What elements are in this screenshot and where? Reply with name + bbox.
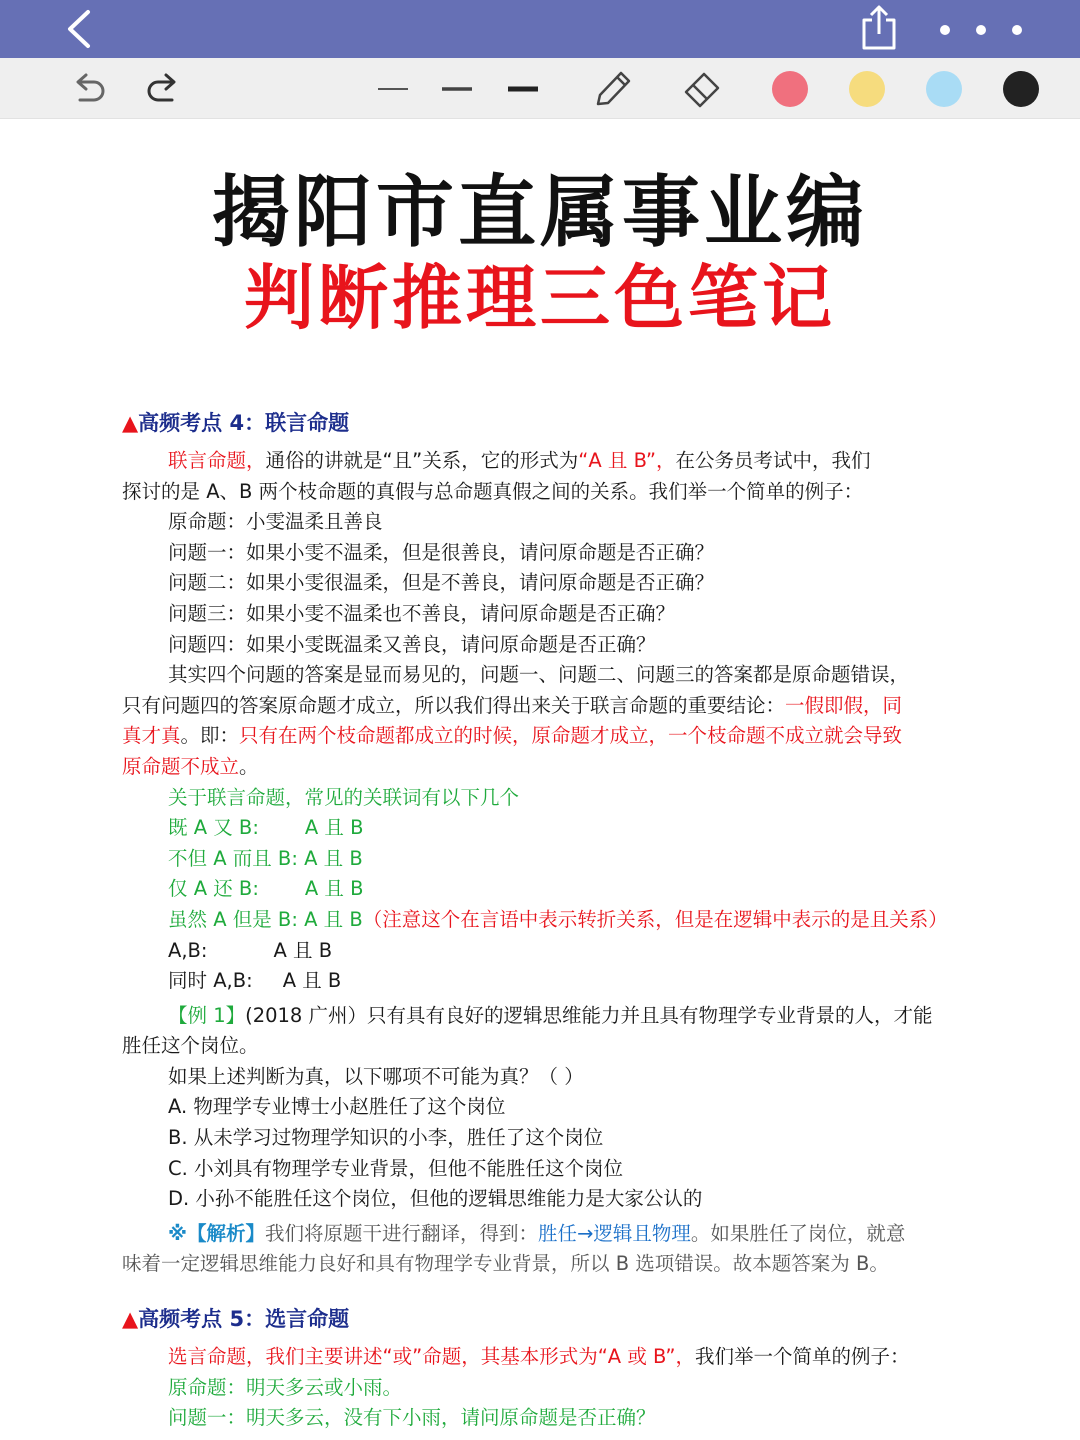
- example-1-cont: 胜任这个岗位。: [122, 1034, 259, 1058]
- conclusion-line-4: 原命题不成立。: [122, 754, 259, 778]
- more-icon[interactable]: [940, 18, 1030, 42]
- analysis-cont: 味着一定逻辑思维能力良好和具有物理学专业背景，所以 B 选项错误。故本题答案为 B。: [122, 1252, 889, 1276]
- black-color-swatch[interactable]: [1003, 71, 1039, 107]
- analysis: ※【解析】我们将原题干进行翻译，得到：胜任→逻辑且物理。如果胜任了岗位，就意: [168, 1221, 906, 1245]
- option-d: D. 小孙不能胜任这个岗位，但他的逻辑思维能力是大家公认的: [168, 1187, 703, 1211]
- back-arrow-icon[interactable]: [60, 8, 100, 50]
- connective-4: 虽然 A 但是 B: A 且 B（注意这个在言语中表示转折关系，但是在逻辑中表示的是且关系）: [168, 907, 948, 931]
- connective-1: 既 A 又 B: A 且 B: [168, 816, 364, 840]
- question-3: 问题三：如果小雯不温柔也不善良，请问原命题是否正确？: [168, 601, 676, 625]
- thin-line-icon[interactable]: [376, 68, 410, 108]
- conclusion-line-3: 真才真。即：只有在两个枝命题都成立的时候，原命题才成立，一个枝命题不成立就会导致: [122, 724, 903, 748]
- example-original: 原命题：明天多云或小雨。: [168, 1375, 403, 1399]
- question-2: 问题二：如果小雯很温柔，但是不善良，请问原命题是否正确？: [168, 571, 715, 595]
- conclusion-line-1: 其实四个问题的答案是显而易见的，问题一、问题二、问题三的答案都是原命题错误，: [168, 663, 910, 687]
- redo-icon[interactable]: [144, 68, 184, 108]
- undo-icon[interactable]: [68, 68, 108, 108]
- section-heading-5: [122, 1302, 974, 1336]
- paragraph-line: 探讨的是 A、B 两个枝命题的真假与总命题真假之间的关系。我们举一个简单的例子：: [122, 479, 864, 503]
- blue-color-swatch[interactable]: [926, 71, 962, 107]
- share-icon[interactable]: [858, 4, 900, 52]
- app-header: [0, 0, 1080, 58]
- document-body: [122, 406, 974, 1434]
- connectives-title: 关于联言命题，常见的关联词有以下几个: [168, 785, 520, 809]
- question-1: 问题一：明天多云，没有下小雨，请问原命题是否正确？: [168, 1406, 656, 1430]
- option-b: B. 从未学习过物理学知识的小李，胜任了这个岗位: [168, 1126, 604, 1150]
- document-title: 揭阳市直属事业编: [211, 167, 868, 258]
- question-4: 问题四：如果小雯既温柔又善良，请问原命题是否正确？: [168, 632, 656, 656]
- example-1: 【例 1】(2018 广州）只有具有良好的逻辑思维能力并且具有物理学专业背景的人，才能: [168, 1003, 933, 1027]
- example-original: 原命题：小雯温柔且善良: [168, 510, 383, 534]
- connective-5: A,B: A 且 B: [168, 938, 333, 962]
- triangle-marker: ▲: [122, 411, 139, 435]
- thick-line-icon[interactable]: [506, 68, 540, 108]
- option-c: C. 小刘具有物理学专业背景，但他不能胜任这个岗位: [168, 1156, 624, 1180]
- connective-3: 仅 A 还 B: A 且 B: [168, 877, 364, 901]
- paragraph: 选言命题，我们主要讲述“或”命题，其基本形式为“A 或 B”，我们举一个简单的例子：: [168, 1345, 910, 1369]
- triangle-marker: ▲: [122, 1307, 139, 1332]
- yellow-color-swatch[interactable]: [849, 71, 885, 107]
- document-subtitle: 判断推理三色笔记: [244, 256, 836, 339]
- pink-color-swatch[interactable]: [772, 71, 808, 107]
- medium-line-icon[interactable]: [440, 68, 474, 108]
- conclusion-line-2: 只有问题四的答案原命题才成立，所以我们得出来关于联言命题的重要结论：一假即假，同: [122, 693, 903, 717]
- option-a: A. 物理学专业博士小赵胜任了这个岗位: [168, 1095, 506, 1119]
- paragraph: 联言命题，通俗的讲就是“且”关系，它的形式为“A 且 B”，在公务员考试中，我们: [168, 449, 871, 472]
- eraser-icon[interactable]: [680, 68, 724, 108]
- annotation-toolbar: [0, 58, 1080, 119]
- connective-6: 同时 A,B: A 且 B: [168, 969, 342, 993]
- pen-icon[interactable]: [590, 68, 634, 108]
- question-1: 问题一：如果小雯不温柔，但是很善良，请问原命题是否正确？: [168, 540, 715, 564]
- example-question: 如果上述判断为真，以下哪项不可能为真？（ ）: [168, 1064, 584, 1088]
- section-heading-4: [122, 406, 974, 440]
- section-heading-text: 高频考点 5：选言命题: [138, 1307, 350, 1332]
- connective-2: 不但 A 而且 B: A 且 B: [168, 846, 363, 870]
- section-heading-text: 高频考点 4：联言命题: [138, 411, 350, 435]
